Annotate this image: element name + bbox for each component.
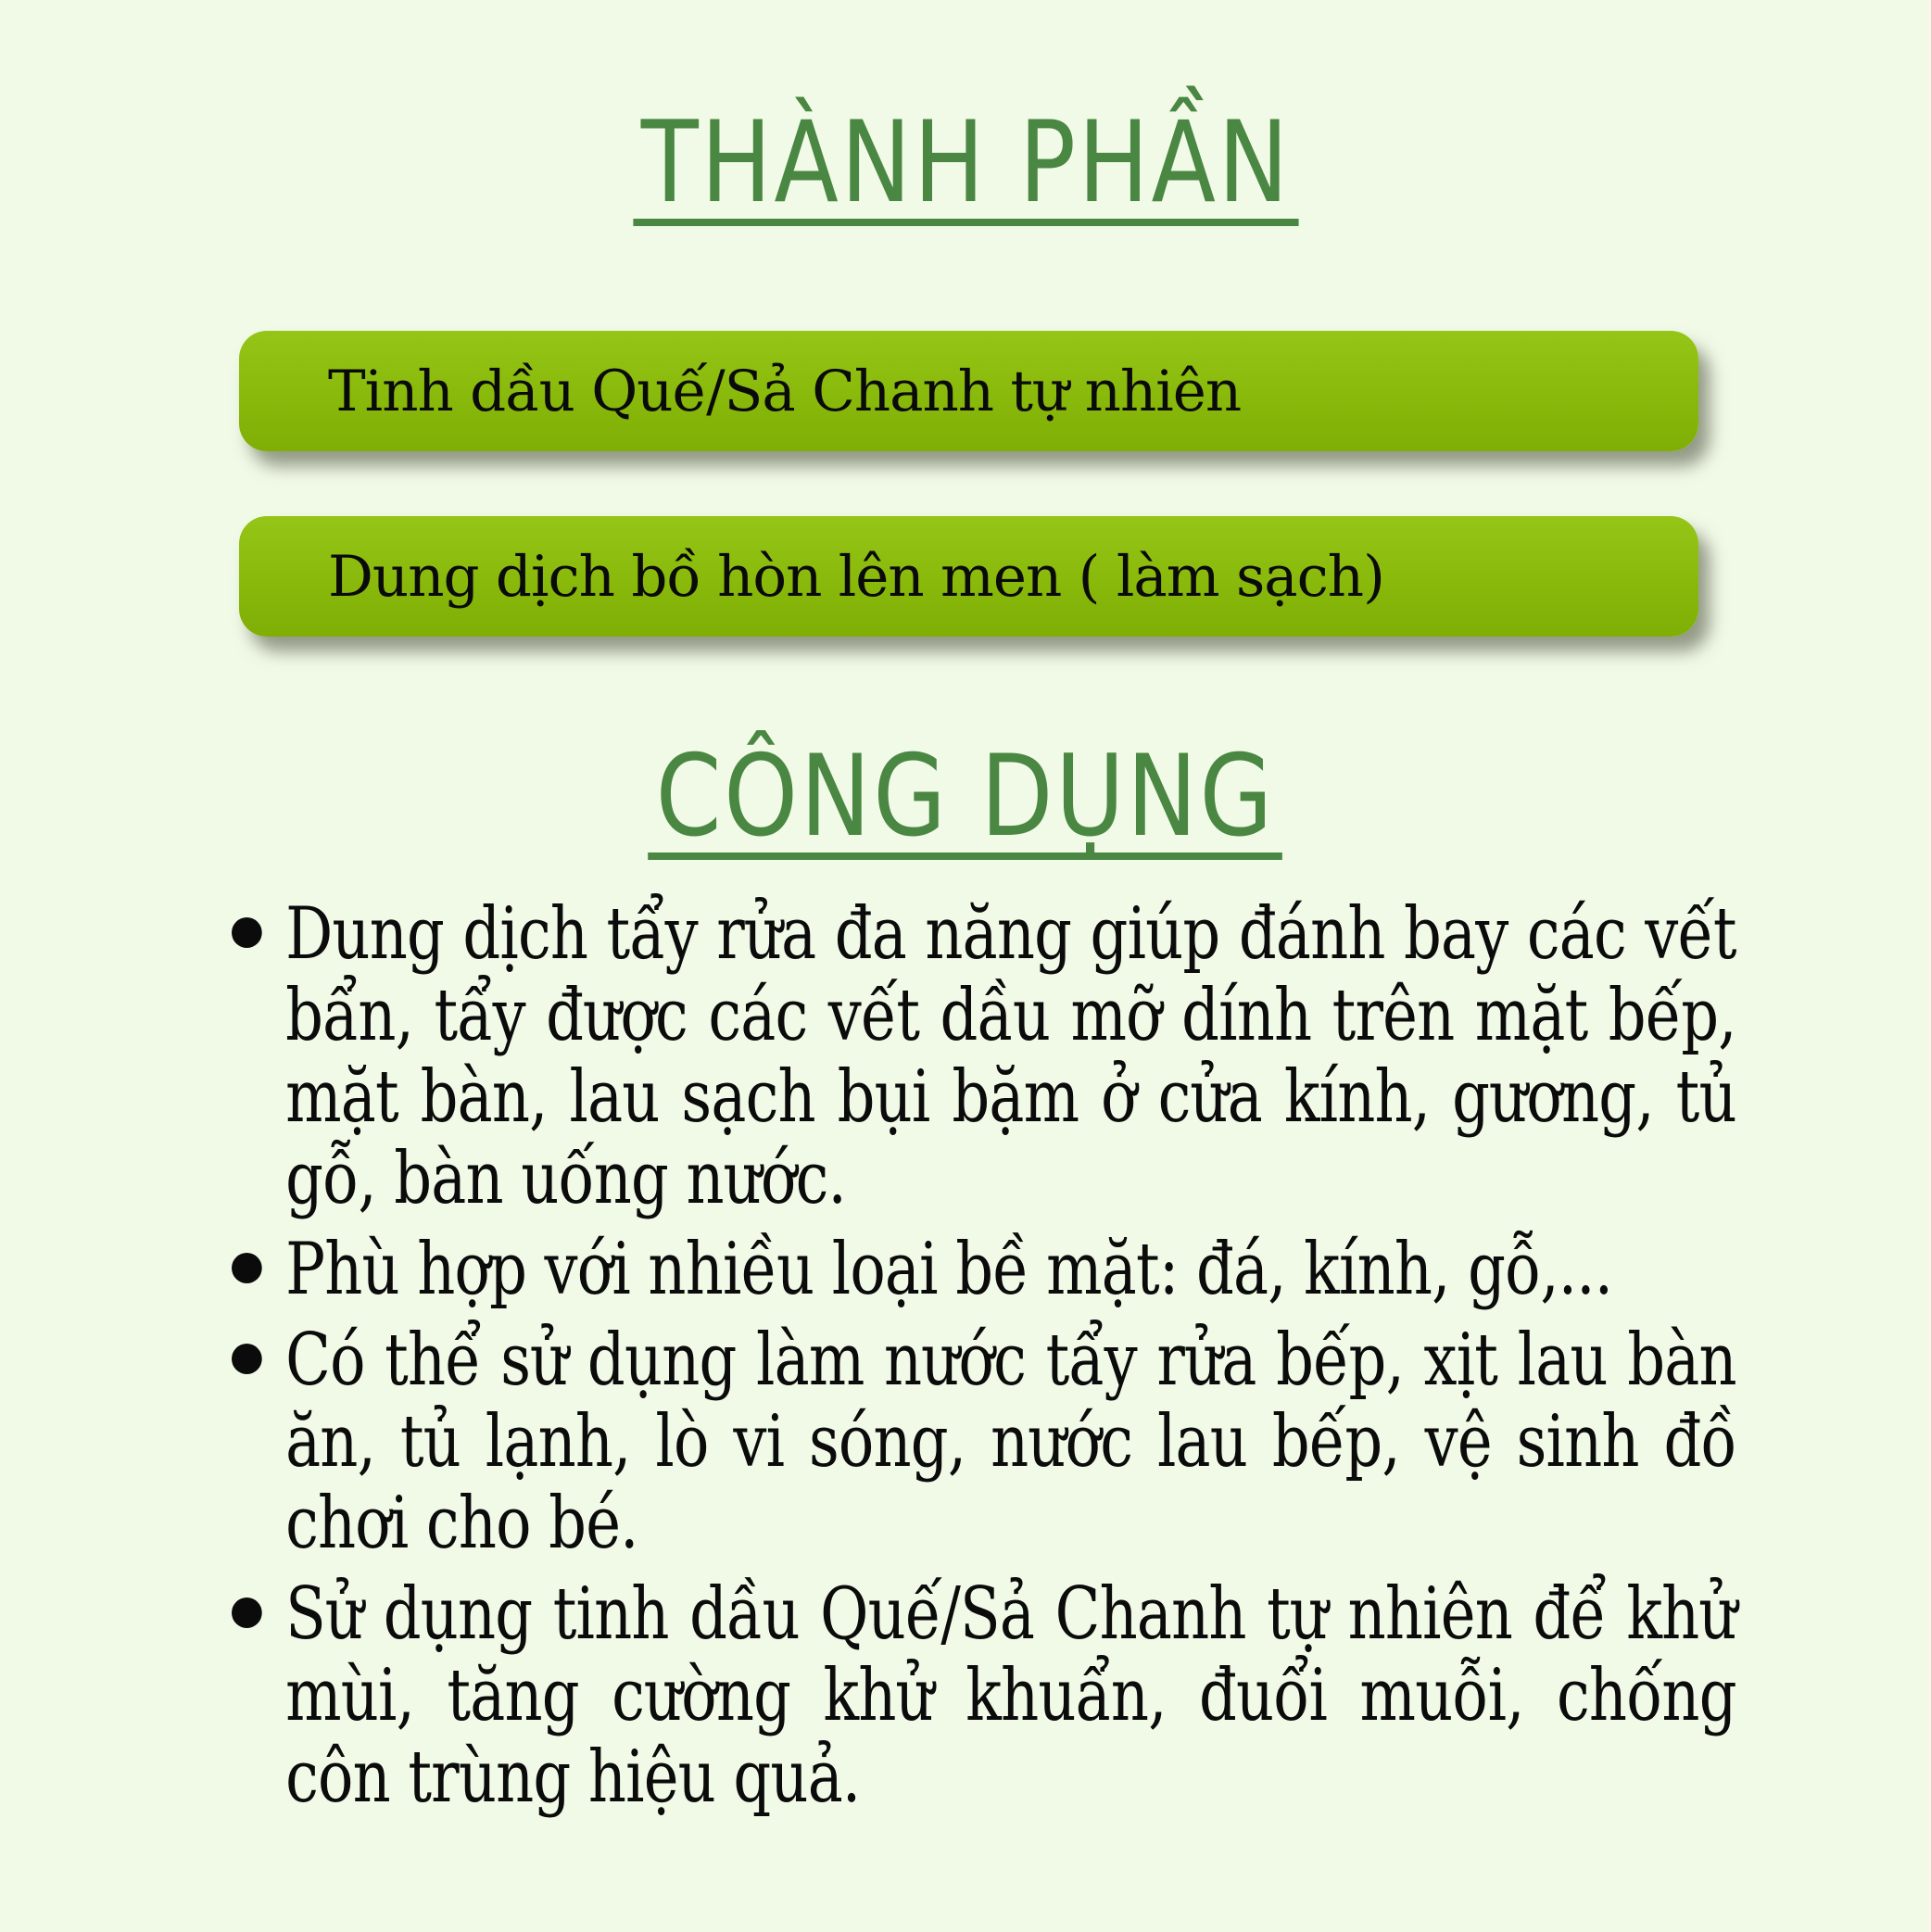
bullet-text: Phù hợp với nhiều loại bề mặt: đá, kính, gỗ,... — [285, 1228, 1613, 1311]
section-title-ingredients — [0, 97, 1931, 228]
bullet-dot-icon — [232, 1344, 262, 1374]
uses-title-text: CÔNG DỤNG — [648, 740, 1282, 860]
ingredient-pill-essential-oil — [239, 331, 1698, 451]
uses-list — [232, 893, 1736, 1827]
ingredient-pill-label: Dung dịch bồ hòn lên men ( làm sạch) — [328, 543, 1384, 610]
bullet-text: Có thể sử dụng làm nước tẩy rửa bếp, xịt lau bàn ăn, tủ lạnh, lò vi sóng, nước lau bếp, vệ sinh đồ chơi cho bé. — [285, 1319, 1736, 1565]
bullet-dot-icon — [232, 917, 262, 948]
bullet-text: Sử dụng tinh dầu Quế/Sả Chanh tự nhiên để khử mùi, tăng cường khử khuẩn, đuổi muỗi, chống côn trùng hiệu quả. — [285, 1572, 1736, 1819]
ingredient-pill-soapberry — [239, 516, 1698, 637]
list-item — [232, 1229, 1736, 1310]
list-item — [232, 1573, 1736, 1818]
ingredient-pill-label: Tinh dầu Quế/Sả Chanh tự nhiên — [328, 358, 1242, 424]
bullet-dot-icon — [232, 1597, 262, 1628]
bullet-dot-icon — [232, 1253, 262, 1283]
ingredients-title-text: THÀNH PHẦN — [633, 107, 1298, 226]
bullet-text: Dung dịch tẩy rửa đa năng giúp đánh bay các vết bẩn, tẩy được các vết dầu mỡ dính trên mặt bếp, mặt bàn, lau sạch bụi bặm ở cửa kính, gương, tủ gỗ, bàn uống nước. — [285, 892, 1736, 1220]
list-item — [232, 1320, 1736, 1564]
section-title-uses — [0, 731, 1931, 862]
list-item — [232, 893, 1736, 1219]
